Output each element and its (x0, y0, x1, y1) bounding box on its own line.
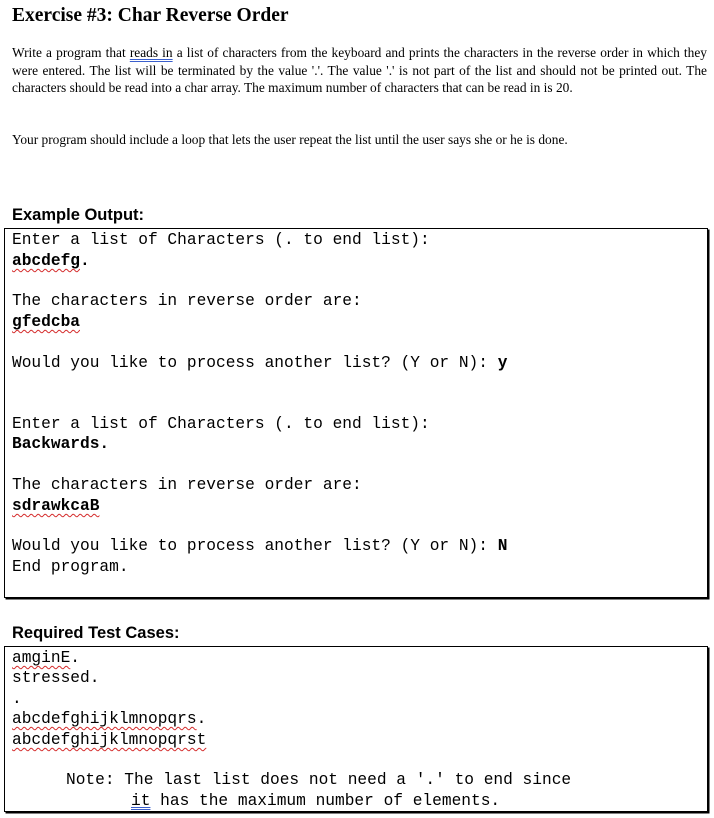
test-case-4-terminator: . (196, 710, 207, 728)
page-title: Exercise #3: Char Reverse Order (12, 5, 289, 26)
run2-prompt: Enter a list of Characters (. to end list): (12, 415, 430, 433)
description-text-start: Write a program that (12, 45, 130, 60)
note-line-1: Note: The last list does not need a '.' to end since (66, 771, 572, 789)
run1-prompt: Enter a list of Characters (. to end list): (12, 231, 430, 249)
run1-result (12, 312, 80, 332)
run2-repeat-answer: N (497, 537, 508, 555)
run2-repeat-prompt: Would you like to process another list? (Y or N): (12, 537, 498, 555)
test-case-1 (12, 648, 80, 668)
run1-result-label: The characters in reverse order are: (12, 292, 362, 310)
reads-in-link: reads in (129, 45, 173, 60)
run1-repeat (12, 353, 507, 373)
test-case-4-text: abcdefghijklmnopqrs (12, 710, 197, 728)
run2-repeat (12, 536, 507, 556)
test-case-2: stressed. (12, 669, 100, 687)
example-output-heading: Example Output: (12, 206, 145, 224)
run1-input (12, 251, 90, 271)
run2-result-label: The characters in reverse order are: (12, 476, 362, 494)
run1-repeat-prompt: Would you like to process another list? (Y or N): (12, 354, 498, 372)
run2-input: Backwards. (12, 435, 110, 453)
run2-result-text: sdrawkcaB (12, 497, 100, 515)
run2-result (12, 496, 99, 516)
run1-repeat-answer: y (497, 354, 508, 372)
run1-result-text: gfedcba (12, 313, 80, 331)
run1-input-text: abcdefg (12, 252, 80, 270)
test-case-5-text: abcdefghijklmnopqrst (12, 731, 207, 749)
description-paragraph-1 (12, 44, 707, 97)
note-line-2 (131, 791, 500, 811)
note-word-it: it (131, 792, 151, 810)
run1-input-terminator: . (80, 252, 90, 270)
run2-end: End program. (12, 558, 129, 576)
test-case-1-text: amginE (12, 649, 71, 667)
note-line-2-rest: has the maximum number of elements. (150, 792, 501, 810)
test-case-1-terminator: . (70, 649, 81, 667)
test-case-4 (12, 709, 206, 729)
description-paragraph-2: Your program should include a loop that lets the user repeat the list until the user says she or he is done. (12, 132, 568, 147)
test-case-3: . (12, 690, 22, 708)
description-text-rest: a list of characters from the keyboard and prints the characters in the reverse order in which they were entered. The list will be terminated by the value '.'. The value '.' is not part of the list and should not be printed out. The characters should be read into a char array. The maximum number of characters that can be read in is 20. (12, 45, 707, 96)
test-case-5 (12, 730, 206, 750)
test-cases-heading: Required Test Cases: (12, 624, 180, 642)
